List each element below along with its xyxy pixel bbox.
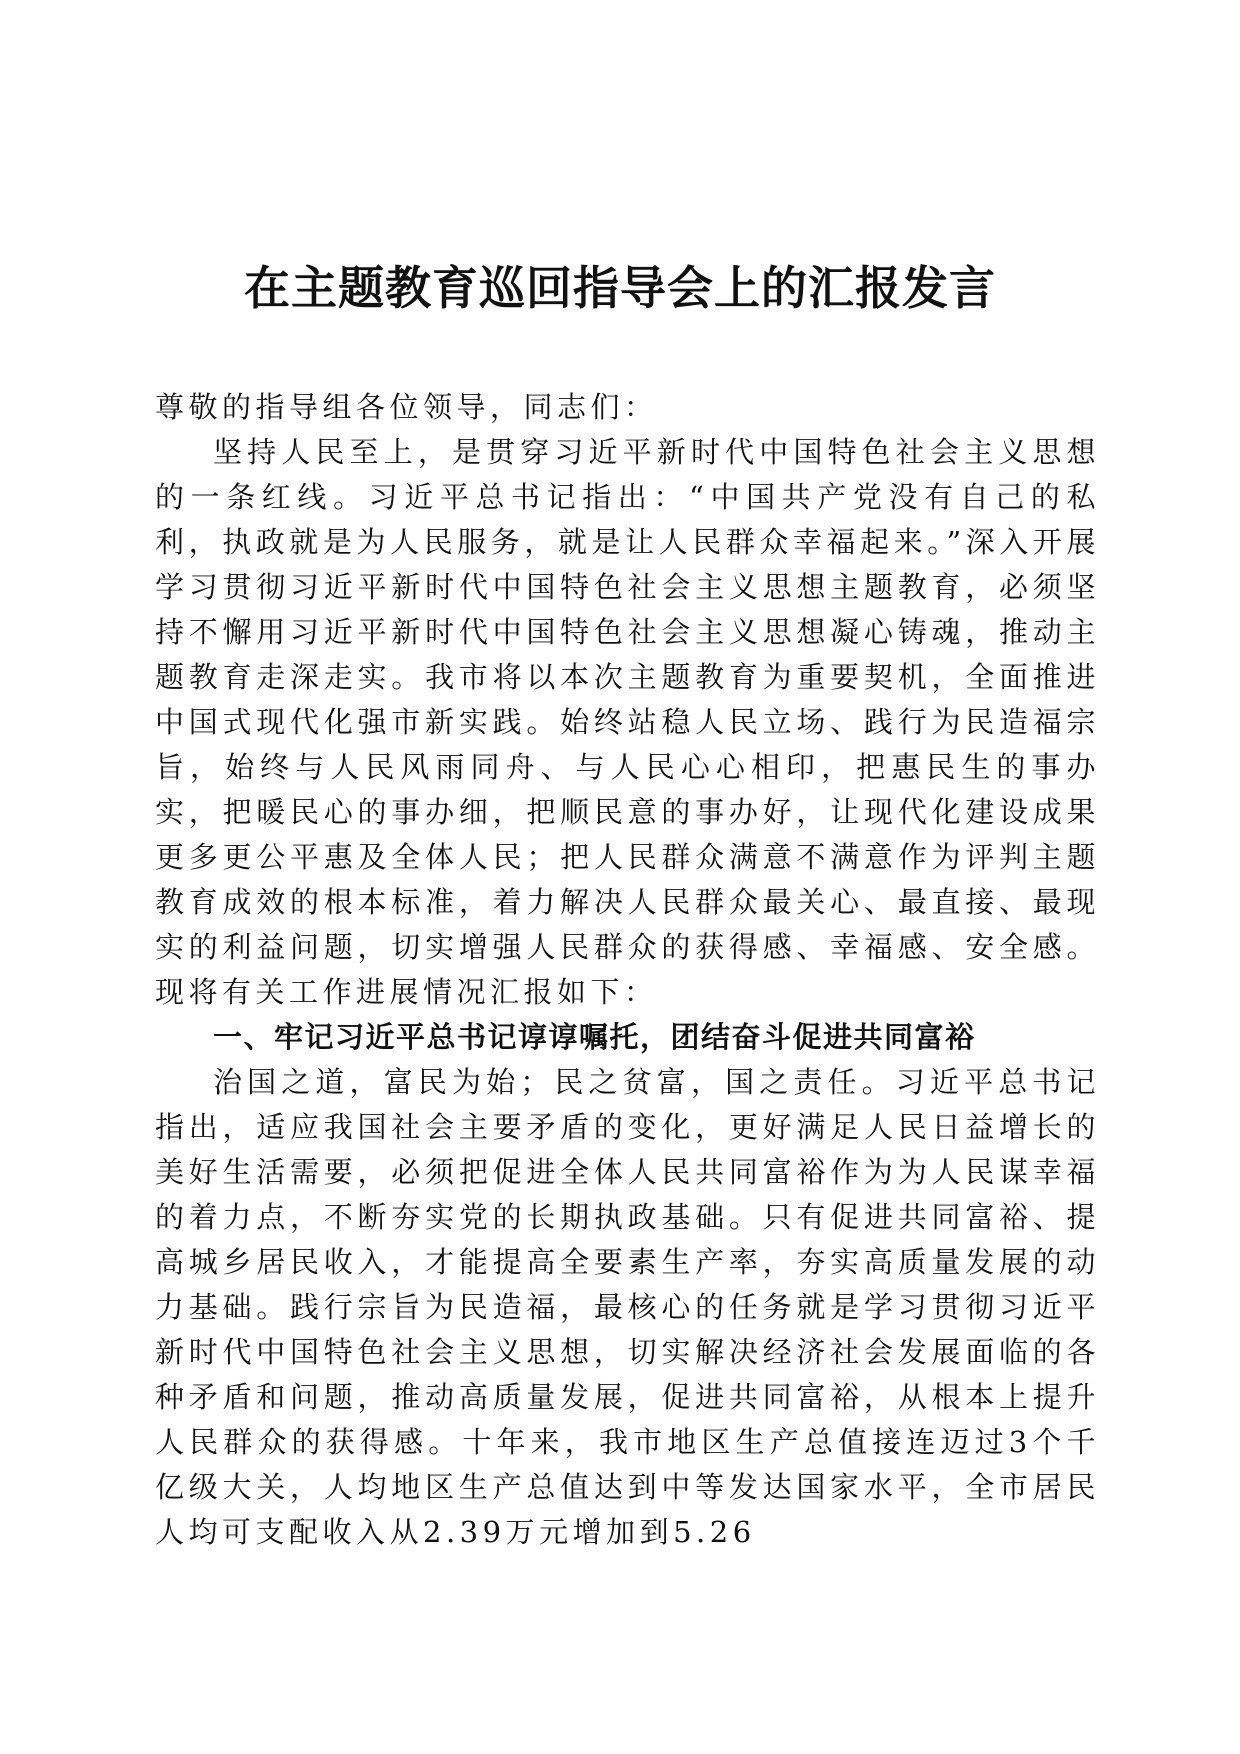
document-title: 在主题教育巡回指导会上的汇报发言 bbox=[244, 261, 996, 315]
body-paragraph-1: 坚持人民至上，是贯穿习近平新时代中国特色社会主义思想的一条红线。习近平总书记指出：“中国共产党没有自己的私利，执政就是为人民服务，就是让人民群众幸福起来。”深入开展学习贯彻习近平新时代中国特色社会主义思想主题教育，必须坚持不懈用习近平新时代中国特色社会主义思想凝心铸魂，推动主题教育走深走实。我市将以本次主题教育为重要契机，全面推进中国式现代化强市新实践。始终站稳人民立场、践行为民造福宗旨，始终与人民风雨同舟、与人民心心相印，把惠民生的事办实，把暖民心的事办细，把顺民意的事办好，让现代化建设成果更多更公平惠及全体人民；把人民群众满意不满意作为评判主题教育成效的根本标准，着力解决人民群众最关心、最直接、最现实的利益问题，切实增强人民群众的获得感、幸福感、安全感。现将有关工作进展情况汇报如下： bbox=[155, 435, 1100, 1009]
document-body bbox=[155, 385, 1100, 1555]
section-heading-1: 一、牢记习近平总书记谆谆嘱托，团结奋斗促进共同富裕 bbox=[213, 1020, 976, 1054]
body-paragraph-2: 治国之道，富民为始；民之贫富，国之责任。习近平总书记指出，适应我国社会主要矛盾的变化，更好满足人民日益增长的美好生活需要，必须把促进全体人民共同富裕作为为人民谋幸福的着力点，不断夯实党的长期执政基础。只有促进共同富裕、提高城乡居民收入，才能提高全要素生产率，夯实高质量发展的动力基础。践行宗旨为民造福，最核心的任务就是学习贯彻习近平新时代中国特色社会主义思想，切实解决经济社会发展面临的各种矛盾和问题，推动高质量发展，促进共同富裕，从根本上提升人民群众的获得感。十年来，我市地区生产总值接连迈过3个千亿级大关，人均地区生产总值达到中等发达国家水平，全市居民人均可支配收入从2.39万元增加到5.26 bbox=[155, 1065, 1100, 1549]
greeting-line: 尊敬的指导组各位领导，同志们： bbox=[155, 390, 658, 424]
